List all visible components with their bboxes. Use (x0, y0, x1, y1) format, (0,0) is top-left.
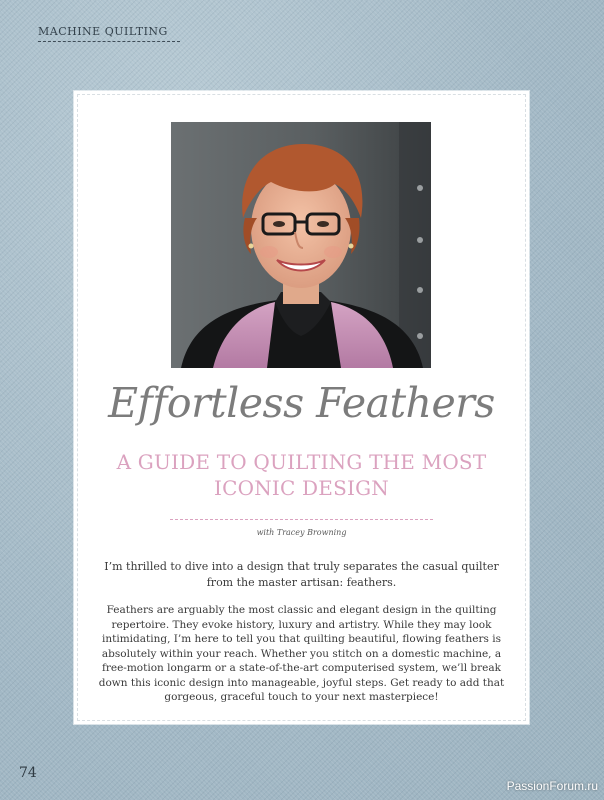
byline-divider (170, 519, 433, 520)
article-subtitle: A GUIDE TO QUILTING THE MOST ICONIC DESIGN (116, 450, 487, 500)
page-number: 74 (19, 765, 37, 781)
author-portrait (171, 122, 431, 368)
body-paragraph: Feathers are arguably the most classic and elegant design in the quilting repertoire. They evoke history, luxury and artistry. While they may look intimidating, I’m here to tell you that quilting beautiful, flowing feathers is absolutely within your reach. Whether you stitch on a domestic machine, a free-motion longarm or a state-of-the-art computerised system, we’ll break down this iconic design into manageable, joyful steps. Get ready to add that gorgeous, graceful touch to your next masterpiece! (98, 604, 505, 703)
section-header: MACHINE QUILTING (38, 25, 180, 42)
author-photo-image (171, 122, 431, 368)
byline: with Tracey Browning (256, 528, 347, 537)
intro-paragraph: I’m thrilled to dive into a design that truly separates the casual quilter from the master artisan: feathers. (104, 560, 499, 589)
article-title: Effortless Feathers (108, 379, 495, 427)
article-card (74, 91, 529, 724)
watermark: PassionForum.ru (506, 779, 598, 793)
